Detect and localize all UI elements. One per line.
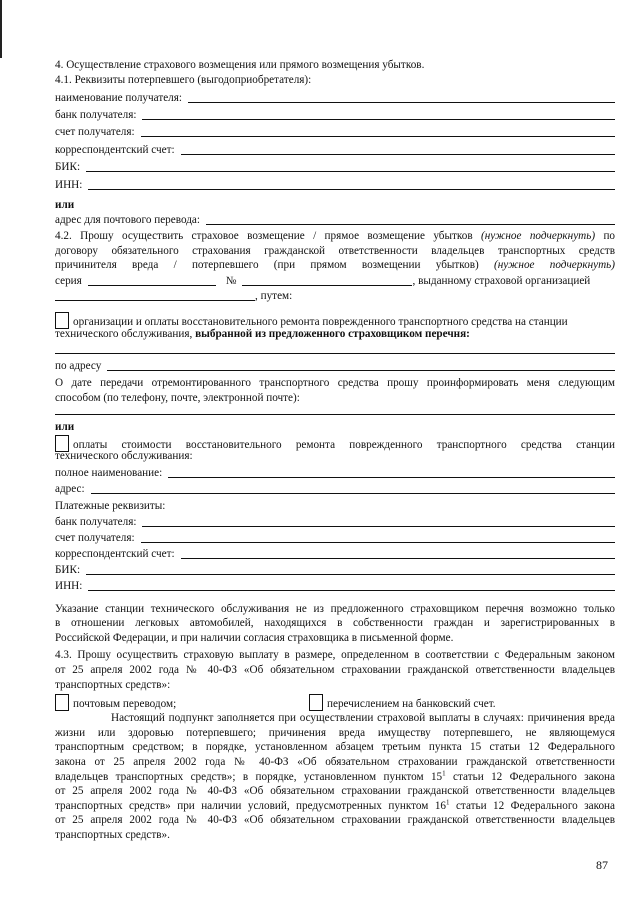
s43-line-1: 4.3. Прошу осуществить страховую выплату в размере, определенном в соответствии с Федеральным законом [55,649,615,662]
station-bank-field[interactable] [142,517,615,527]
postal-checkbox[interactable] [55,694,69,711]
number-label: № [225,274,237,287]
underline-note-2: (нужное подчеркнуть) [494,259,615,272]
station-account-row [55,529,615,545]
notify-method-line[interactable] [55,413,615,415]
s42-line-2: договору обязательного страхования гражданской ответственности владельцев транспортных средств [55,244,615,257]
station-bik-field[interactable] [86,565,615,575]
payment-method-row [55,694,615,711]
s43-line-2: от 25 апреля 2002 года № 40-ФЗ «Об обязательном страховании гражданской ответственности владельцев [55,664,615,677]
corr-account-row [55,139,615,156]
addr-field[interactable] [91,484,615,494]
s43-para-6: от 25 апреля 2002 года № 40-ФЗ «Об обязательном страховании гражданской ответственности владельцев [55,785,615,798]
s43-para-1: Настоящий подпункт заполняется при осуществлении страховой выплаты в случаях: причинения вреда [111,712,615,725]
issued-label: , выданному страховой организацией [412,274,591,287]
way-label: , путем: [255,289,293,302]
s43-para-7: транспортных средств» при наличии условий, предусмотренных пунктом $16^1$ статьи 12 Федерального закона [55,798,616,812]
option-pay-line-1: оплаты стоимости восстановительного ремонта поврежденного транспортного средства станции [55,435,615,450]
underline-note-1: (нужное подчеркнуть) [481,230,596,243]
bank-row [55,105,615,122]
bank-option[interactable]: перечислением на банковский счет. [309,694,496,711]
account-label: счет получателя: [55,126,135,139]
option-pay-line-2: технического обслуживания: [55,450,193,463]
inn-field[interactable] [88,180,615,190]
or-label-1: или [55,198,75,211]
corr-account-field[interactable] [181,145,615,155]
bik-row [55,157,615,174]
payment-details-label: Платежные реквизиты: [55,500,166,513]
station-corr-label: корреспондентский счет: [55,547,175,560]
account-row [55,122,615,139]
addr-label: адрес: [55,483,85,496]
insurer-field[interactable] [55,291,255,301]
scan-edge-mark [0,0,2,58]
s43-para-9: транспортных средств». [55,828,170,841]
series-field[interactable] [88,276,216,286]
station-account-label: счет получателя: [55,531,135,544]
recipient-name-field[interactable] [188,93,615,103]
bank-checkbox[interactable] [309,694,323,711]
station-inn-label: ИНН: [55,579,83,592]
station-note-line-3: Российской Федерации, и при наличии согласия страховщика в письменной форме. [55,631,454,644]
form-page [55,58,615,843]
station-full-name-row [55,464,615,480]
policy-series-row [55,273,615,288]
station-address-row [55,357,615,373]
corr-account-label: корреспондентский счет: [55,143,175,156]
inn-label: ИНН: [55,178,83,191]
station-corr-field[interactable] [181,549,615,559]
station-address-label: по адресу [55,360,102,373]
postal-address-row [55,212,615,227]
s42-line-3: причинителя вреда / потерпевшего (при прямом возмещении убытков) (нужное подчеркнуть) [55,259,615,272]
bank-field[interactable] [142,110,615,120]
postal-address-label: адрес для почтового перевода: [55,214,200,227]
station-addr-row [55,480,615,496]
or-label-2: или [55,421,75,434]
insurer-row [55,288,615,303]
bank-label: банк получателя: [55,108,137,121]
s43-para-8: от 25 апреля 2002 года № 40-ФЗ «Об обязательном страховании гражданской ответственности владельцев [55,814,615,827]
postal-option[interactable]: почтовым переводом; [55,694,176,711]
station-address-field[interactable] [107,361,615,371]
section-4-1-title: 4.1. Реквизиты потерпевшего (выгодоприобретателя): [55,73,312,86]
station-note-line-1: Указание станции технического обслуживания не из предложенного страховщиком перечня возможно только [55,602,615,615]
station-bank-label: банк получателя: [55,515,137,528]
s42-line-1: 4.2. Прошу осуществить страховое возмещение / прямое возмещение убытков (нужное подчеркнуть) по [55,230,616,243]
postal-address-field[interactable] [206,215,615,225]
station-account-field[interactable] [141,533,615,543]
notify-line-2: способом (по телефону, почте, электронной почте): [55,391,300,404]
station-name-line[interactable] [55,352,615,354]
option-repair-line-2: технического обслуживания, выбранной из предложенного страховщиком перечня: [55,327,470,340]
bik-label: БИК: [55,161,81,174]
s43-para-5: владельцев транспортных средств»; в порядке, установленном пунктом $15^1$ статьи 12 Федерального закона [55,768,615,783]
page-number: 87 [596,858,608,872]
station-corr-row [55,545,615,561]
notify-line-1: О дате передачи отремонтированного транспортного средства прошу проинформировать меня следующим [55,377,615,390]
station-bank-row [55,514,615,529]
station-bik-row [55,561,615,577]
full-name-field[interactable] [168,468,615,478]
station-inn-field[interactable] [88,581,615,591]
option-repair-line-1: организации и оплаты восстановительного ремонта поврежденного транспортного средства на станции [55,312,615,327]
s43-para-3: транспортным средством; в порядке, установленном абзацем третьим пункта 15 статьи 12 Федерального [55,741,615,754]
section-4-title: 4. Осуществление страхового возмещения или прямого возмещения убытков. [55,59,425,71]
account-field[interactable] [141,127,615,137]
inn-row [55,174,615,191]
station-note-line-2: в отношении легковых автомобилей, находящихся в собственности граждан и зарегистрированных в [55,617,615,630]
recipient-name-row [55,87,615,104]
s43-para-2: жизни или здоровью потерпевшего; причинения вреда имуществу потерпевшего, не являющемуся [55,726,615,739]
station-bik-label: БИК: [55,563,81,576]
s43-para-4: закона от 25 апреля 2002 года № 40-ФЗ «Об обязательном страховании гражданской ответственности [55,756,615,768]
bik-field[interactable] [86,162,615,172]
s43-line-3: транспортных средств»: [55,678,171,691]
number-field[interactable] [242,276,412,286]
full-name-label: полное наименование: [55,467,163,480]
station-inn-row [55,577,615,593]
series-label: серия [55,274,82,287]
recipient-name-label: наименование получателя: [55,91,183,104]
